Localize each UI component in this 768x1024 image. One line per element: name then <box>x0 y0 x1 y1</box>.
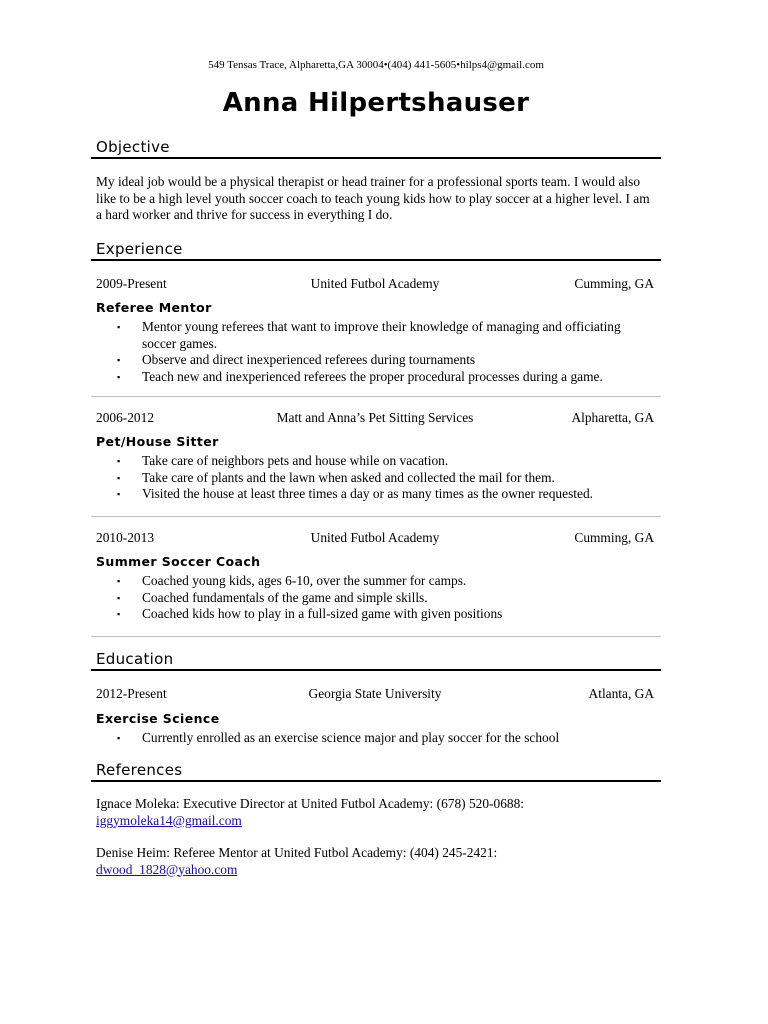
job-role: Summer Soccer Coach <box>96 554 261 569</box>
list-item: ▪ Currently enrolled as an exercise science major and play soccer for the school <box>117 730 560 745</box>
references-heading: References <box>91 761 661 782</box>
objective-heading: Objective <box>91 138 661 159</box>
job-duties-list <box>117 319 657 386</box>
job-organization: United Futbol Academy <box>310 276 440 291</box>
job-role: Pet/House Sitter <box>96 434 219 449</box>
education-heading: Education <box>91 650 661 671</box>
education-details-list <box>117 730 657 747</box>
bullet-square-icon: ▪ <box>117 355 121 366</box>
reference-text: Ignace Moleka: Executive Director at United Futbol Academy: (678) 520-0688: <box>96 796 525 811</box>
bullet-square-icon: ▪ <box>117 456 121 466</box>
reference-email-link[interactable]: iggymoleka14@gmail.com <box>96 812 242 828</box>
education-dates: 2012-Present <box>96 686 167 701</box>
bullet-square-icon: ▪ <box>117 322 121 332</box>
job-location: Cumming, GA <box>574 530 654 545</box>
list-item: ▪ Mentor young referees that want to improve their knowledge of managing and officiating soccer games. <box>117 319 621 351</box>
experience-heading: Experience <box>91 240 661 261</box>
job-dates: 2006-2012 <box>96 410 155 425</box>
job-location: Cumming, GA <box>574 276 654 291</box>
job-header <box>96 410 654 427</box>
job-role: Referee Mentor <box>96 300 212 315</box>
reference-text: Denise Heim: Referee Mentor at United Futbol Academy: (404) 245-2421: <box>96 845 498 860</box>
bullet-square-icon: ▪ <box>117 372 121 383</box>
education-school: Georgia State University <box>308 686 442 701</box>
list-item: ▪ Teach new and inexperienced referees the proper procedural processes during a game. <box>117 369 603 385</box>
reference-entry <box>96 845 656 878</box>
divider <box>91 516 661 517</box>
list-item: ▪ Take care of plants and the lawn when asked and collected the mail for them. <box>117 469 555 485</box>
divider <box>91 636 661 637</box>
list-item: ▪ Visited the house at least three times a day or as many times as the owner requested. <box>117 486 593 502</box>
job-dates: 2010-2013 <box>96 530 155 545</box>
education-program: Exercise Science <box>96 711 220 726</box>
job-header <box>96 276 654 293</box>
list-item: ▪ Take care of neighbors pets and house while on vacation. <box>117 453 449 468</box>
reference-email-link[interactable]: dwood_1828@yahoo.com <box>96 861 238 877</box>
reference-entry <box>96 796 656 829</box>
bullet-square-icon: ▪ <box>117 472 121 483</box>
objective-text: My ideal job would be a physical therapist or head trainer for a professional sports team. I would also like to be a high level youth soccer coach to teach young kids how to play soccer at a higher level. I am a hard worker and thrive for success in everything I do. <box>96 174 650 222</box>
bullet-square-icon: ▪ <box>117 489 121 500</box>
bullet-square-icon: ▪ <box>117 592 121 603</box>
contact-line: 549 Tensas Trace, Alpharetta,GA 30004•(404) 441-5605•hilps4@gmail.com <box>208 59 544 71</box>
education-location: Atlanta, GA <box>588 686 654 701</box>
bullet-square-icon: ▪ <box>117 609 121 620</box>
job-organization: United Futbol Academy <box>310 530 440 545</box>
list-item: ▪ Observe and direct inexperienced referees during tournaments <box>117 352 476 368</box>
divider <box>91 396 661 397</box>
job-organization: Matt and Anna’s Pet Sitting Services <box>276 410 474 425</box>
education-header <box>96 686 654 703</box>
list-item: ▪ Coached fundamentals of the game and simple skills. <box>117 589 428 605</box>
job-duties-list <box>117 573 657 623</box>
list-item: ▪ Coached young kids, ages 6-10, over the summer for camps. <box>117 573 467 588</box>
job-dates: 2009-Present <box>96 276 167 291</box>
list-item: ▪ Coached kids how to play in a full-sized game with given positions <box>117 606 503 622</box>
applicant-name: Anna Hilpertshauser <box>222 88 530 118</box>
job-header <box>96 530 654 547</box>
bullet-square-icon: ▪ <box>117 733 121 743</box>
bullet-square-icon: ▪ <box>117 576 121 586</box>
job-duties-list <box>117 453 657 503</box>
job-location: Alpharetta, GA <box>571 410 654 425</box>
